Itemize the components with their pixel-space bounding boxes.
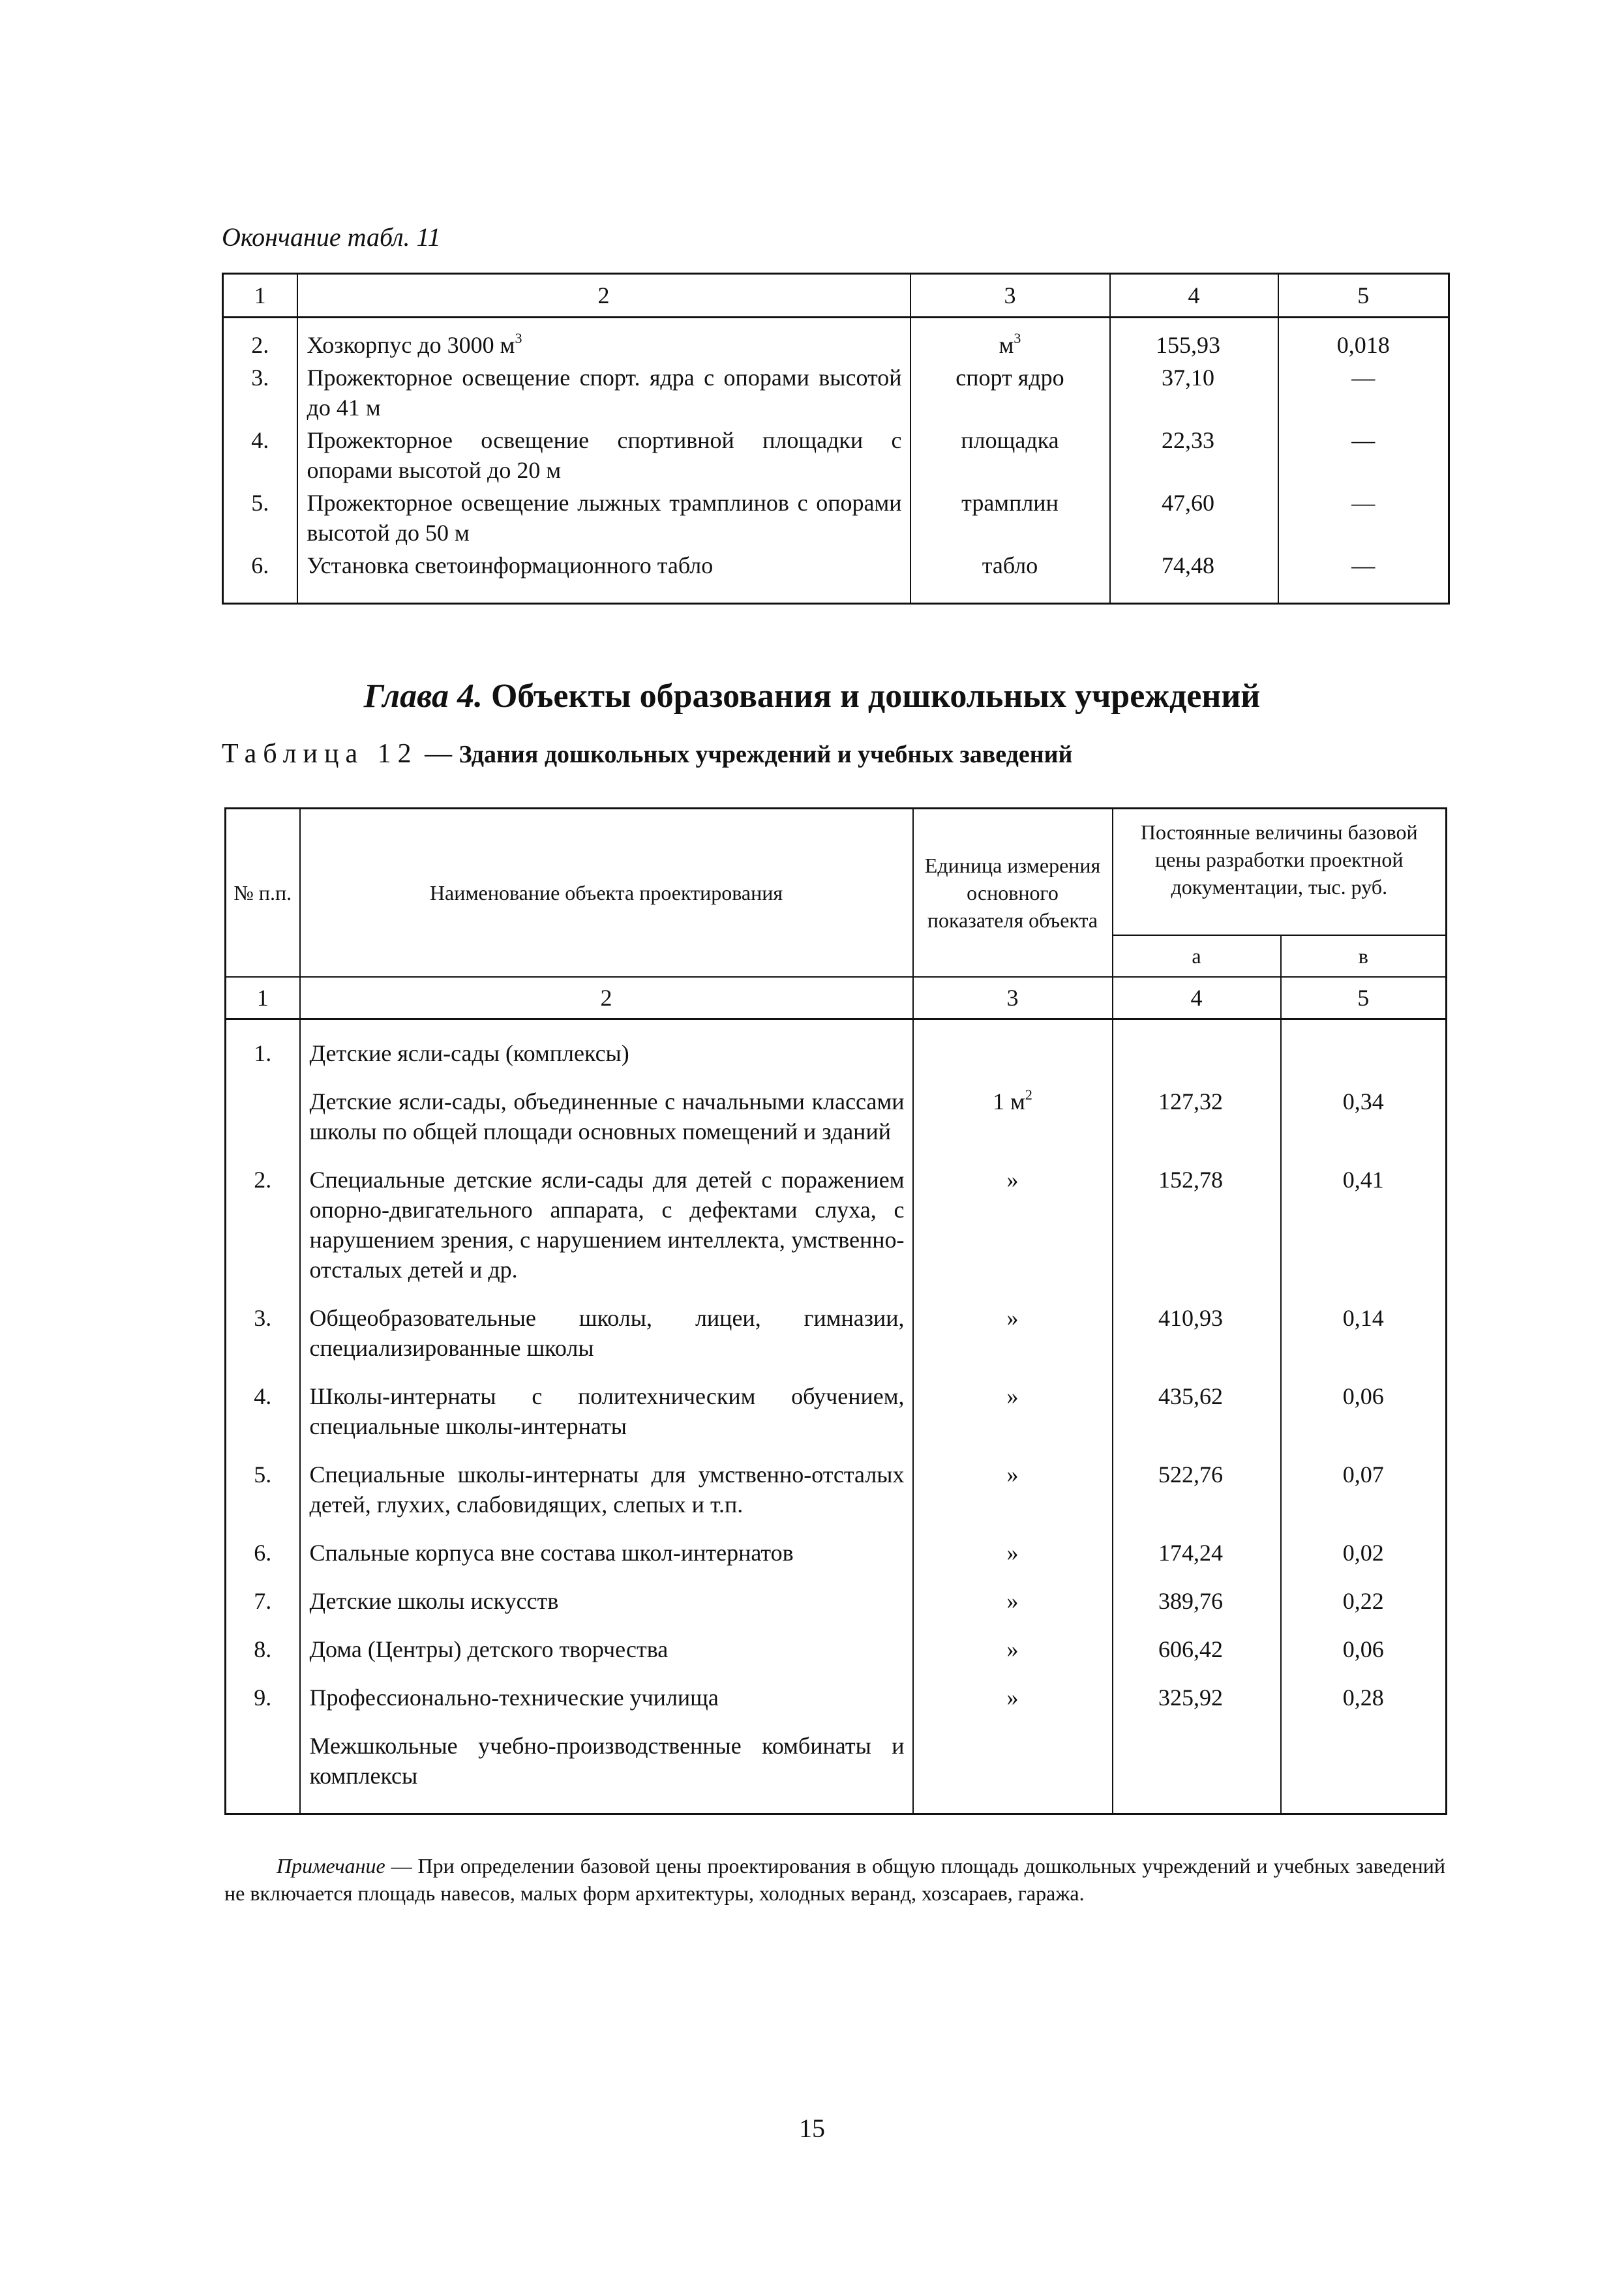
table-row bbox=[226, 1146, 1447, 1285]
unit: табло bbox=[910, 548, 1110, 604]
value-b: — bbox=[1278, 423, 1449, 485]
header-number: № п.п. bbox=[233, 881, 292, 905]
col-number: 3 bbox=[910, 274, 1110, 318]
object-name: Специальные школы-интернаты для умственно-отсталых детей, глухих, слабовидящих, слепых и т.п. bbox=[300, 1441, 913, 1520]
value-a: 155,93 bbox=[1110, 318, 1278, 361]
value-b: — bbox=[1278, 485, 1449, 548]
col-number: 1 bbox=[226, 977, 300, 1019]
note-text: — При определении базовой цены проектирования в общую площадь дошкольных учреждений и учебных заведений не включается площадь навесов, малых форм архитектуры, холодных веранд, хозсараев, гаража. bbox=[224, 1854, 1445, 1905]
table-row bbox=[226, 1568, 1447, 1616]
chapter-prefix: Глава 4. bbox=[363, 678, 483, 715]
value-a: 127,32 bbox=[1113, 1068, 1281, 1146]
row-number: 3. bbox=[254, 1305, 272, 1331]
table-11 bbox=[222, 273, 1450, 605]
unit: » bbox=[913, 1441, 1113, 1520]
note bbox=[224, 1852, 1445, 1907]
object-name: Межшкольные учебно-производственные комбинаты и комплексы bbox=[300, 1713, 913, 1814]
value-a: 606,42 bbox=[1113, 1616, 1281, 1664]
table-12 bbox=[224, 807, 1447, 1815]
value-a: 22,33 bbox=[1110, 423, 1278, 485]
row-number: 4. bbox=[251, 427, 269, 453]
value-a bbox=[1113, 1019, 1281, 1069]
col-number: 2 bbox=[300, 977, 913, 1019]
row-number: 5. bbox=[254, 1461, 272, 1488]
unit bbox=[913, 1713, 1113, 1814]
value-b: 0,06 bbox=[1281, 1616, 1447, 1664]
table-row bbox=[226, 1363, 1447, 1441]
object-name: Детские ясли-сады, объединенные с начальными классами школы по общей площади основных помещений и зданий bbox=[300, 1068, 913, 1146]
table-row bbox=[223, 318, 1449, 361]
unit: » bbox=[913, 1363, 1113, 1441]
col-number: 4 bbox=[1110, 274, 1278, 318]
table-12-title bbox=[222, 738, 1072, 770]
table-row bbox=[223, 485, 1449, 548]
col-number: 2 bbox=[297, 274, 910, 318]
row-number: 6. bbox=[251, 552, 269, 578]
value-a: 152,78 bbox=[1113, 1146, 1281, 1285]
row-number: 7. bbox=[254, 1588, 272, 1614]
object-name: Специальные детские ясли-сады для детей с поражением опорно-двигательного аппарата, с дефектами слуха, с нарушением зрения, с нарушением интеллекта, умственно-отсталых детей и др. bbox=[300, 1146, 913, 1285]
unit: » bbox=[913, 1285, 1113, 1363]
row-number: 8. bbox=[254, 1636, 272, 1662]
row-number: 4. bbox=[254, 1383, 272, 1409]
col-number: 5 bbox=[1281, 977, 1447, 1019]
value-b: 0,018 bbox=[1278, 318, 1449, 361]
unit: 1 $м^2$ bbox=[913, 1068, 1113, 1146]
page-number: 15 bbox=[799, 2114, 825, 2143]
table-12-header bbox=[226, 809, 1447, 936]
object-name: Детские школы искусств bbox=[300, 1568, 913, 1616]
unit: » bbox=[913, 1146, 1113, 1285]
value-a: 435,62 bbox=[1113, 1363, 1281, 1441]
object-name: Спальные корпуса вне состава школ-интернатов bbox=[300, 1520, 913, 1568]
table-row bbox=[226, 1616, 1447, 1664]
chapter-heading bbox=[0, 677, 1624, 715]
value-a bbox=[1113, 1713, 1281, 1814]
object-name: Хозкорпус до 3000 $м^3$ bbox=[297, 318, 910, 361]
table-12-label: Таблица 12 bbox=[222, 739, 418, 769]
table-row bbox=[226, 1068, 1447, 1146]
table-row bbox=[226, 1019, 1447, 1069]
table-row bbox=[223, 548, 1449, 604]
row-number: 2. bbox=[254, 1167, 272, 1193]
note-label: Примечание bbox=[277, 1854, 385, 1878]
object-name: Дома (Центры) детского творчества bbox=[300, 1616, 913, 1664]
value-b: — bbox=[1278, 548, 1449, 604]
table-row bbox=[226, 1520, 1447, 1568]
value-b: 0,14 bbox=[1281, 1285, 1447, 1363]
value-a: 522,76 bbox=[1113, 1441, 1281, 1520]
object-name: Профессионально-технические училища bbox=[300, 1664, 913, 1713]
value-a: 47,60 bbox=[1110, 485, 1278, 548]
value-b: — bbox=[1278, 360, 1449, 423]
col-number: 4 bbox=[1113, 977, 1281, 1019]
table-row bbox=[226, 1713, 1447, 1814]
unit bbox=[913, 1019, 1113, 1069]
header-constants: Постоянные величины базовой цены разработки проектной документации, тыс. руб. bbox=[1113, 809, 1447, 936]
value-b bbox=[1281, 1019, 1447, 1069]
unit: » bbox=[913, 1616, 1113, 1664]
value-b: 0,06 bbox=[1281, 1363, 1447, 1441]
value-a: 325,92 bbox=[1113, 1664, 1281, 1713]
table-row bbox=[226, 1664, 1447, 1713]
header-unit: Единица измерения основного показателя объекта bbox=[913, 809, 1113, 978]
object-name: Прожекторное освещение спорт. ядра с опорами высотой до 41 м bbox=[297, 360, 910, 423]
row-number: 2. bbox=[251, 332, 269, 358]
value-b: 0,28 bbox=[1281, 1664, 1447, 1713]
row-number: 6. bbox=[254, 1540, 272, 1566]
header-a: а bbox=[1113, 935, 1281, 977]
unit: площадка bbox=[910, 423, 1110, 485]
value-a: 37,10 bbox=[1110, 360, 1278, 423]
value-a: 410,93 bbox=[1113, 1285, 1281, 1363]
object-name: Детские ясли-сады (комплексы) bbox=[300, 1019, 913, 1069]
unit: трамплин bbox=[910, 485, 1110, 548]
table-12-column-numbers bbox=[226, 977, 1447, 1019]
table-12-name: Здания дошкольных учреждений и учебных заведений bbox=[459, 741, 1073, 768]
value-a: 174,24 bbox=[1113, 1520, 1281, 1568]
col-number: 1 bbox=[223, 274, 297, 318]
chapter-title: Объекты образования и дошкольных учреждений bbox=[490, 678, 1261, 715]
value-b: 0,34 bbox=[1281, 1068, 1447, 1146]
row-number: 1. bbox=[254, 1040, 272, 1066]
table-row bbox=[226, 1441, 1447, 1520]
unit: » bbox=[913, 1520, 1113, 1568]
object-name: Общеобразовательные школы, лицеи, гимназии, специализированные школы bbox=[300, 1285, 913, 1363]
object-name: Школы-интернаты с политехническим обучением, специальные школы-интернаты bbox=[300, 1363, 913, 1441]
unit: » bbox=[913, 1568, 1113, 1616]
object-name: Установка светоинформационного табло bbox=[297, 548, 910, 604]
unit: спорт ядро bbox=[910, 360, 1110, 423]
row-number: 3. bbox=[251, 365, 269, 391]
table-row bbox=[223, 423, 1449, 485]
value-b: 0,02 bbox=[1281, 1520, 1447, 1568]
unit: » bbox=[913, 1664, 1113, 1713]
unit: $м^3$ bbox=[910, 318, 1110, 361]
object-name: Прожекторное освещение спортивной площадки с опорами высотой до 20 м bbox=[297, 423, 910, 485]
header-b: в bbox=[1281, 935, 1447, 977]
value-b: 0,41 bbox=[1281, 1146, 1447, 1285]
value-b: 0,07 bbox=[1281, 1441, 1447, 1520]
value-a: 74,48 bbox=[1110, 548, 1278, 604]
row-number bbox=[226, 1068, 300, 1146]
value-b: 0,22 bbox=[1281, 1568, 1447, 1616]
table-11-column-numbers bbox=[223, 274, 1449, 318]
col-number: 3 bbox=[913, 977, 1113, 1019]
table-11-caption: Окончание табл. 11 bbox=[222, 222, 441, 252]
row-number: 5. bbox=[251, 490, 269, 516]
table-row bbox=[226, 1285, 1447, 1363]
value-a: 389,76 bbox=[1113, 1568, 1281, 1616]
col-number: 5 bbox=[1278, 274, 1449, 318]
header-name: Наименование объекта проектирования bbox=[300, 809, 913, 978]
row-number bbox=[226, 1713, 300, 1814]
row-number: 9. bbox=[254, 1685, 272, 1711]
value-b bbox=[1281, 1713, 1447, 1814]
table-12-dash: — bbox=[425, 739, 453, 769]
table-row bbox=[223, 360, 1449, 423]
object-name: Прожекторное освещение лыжных трамплинов с опорами высотой до 50 м bbox=[297, 485, 910, 548]
